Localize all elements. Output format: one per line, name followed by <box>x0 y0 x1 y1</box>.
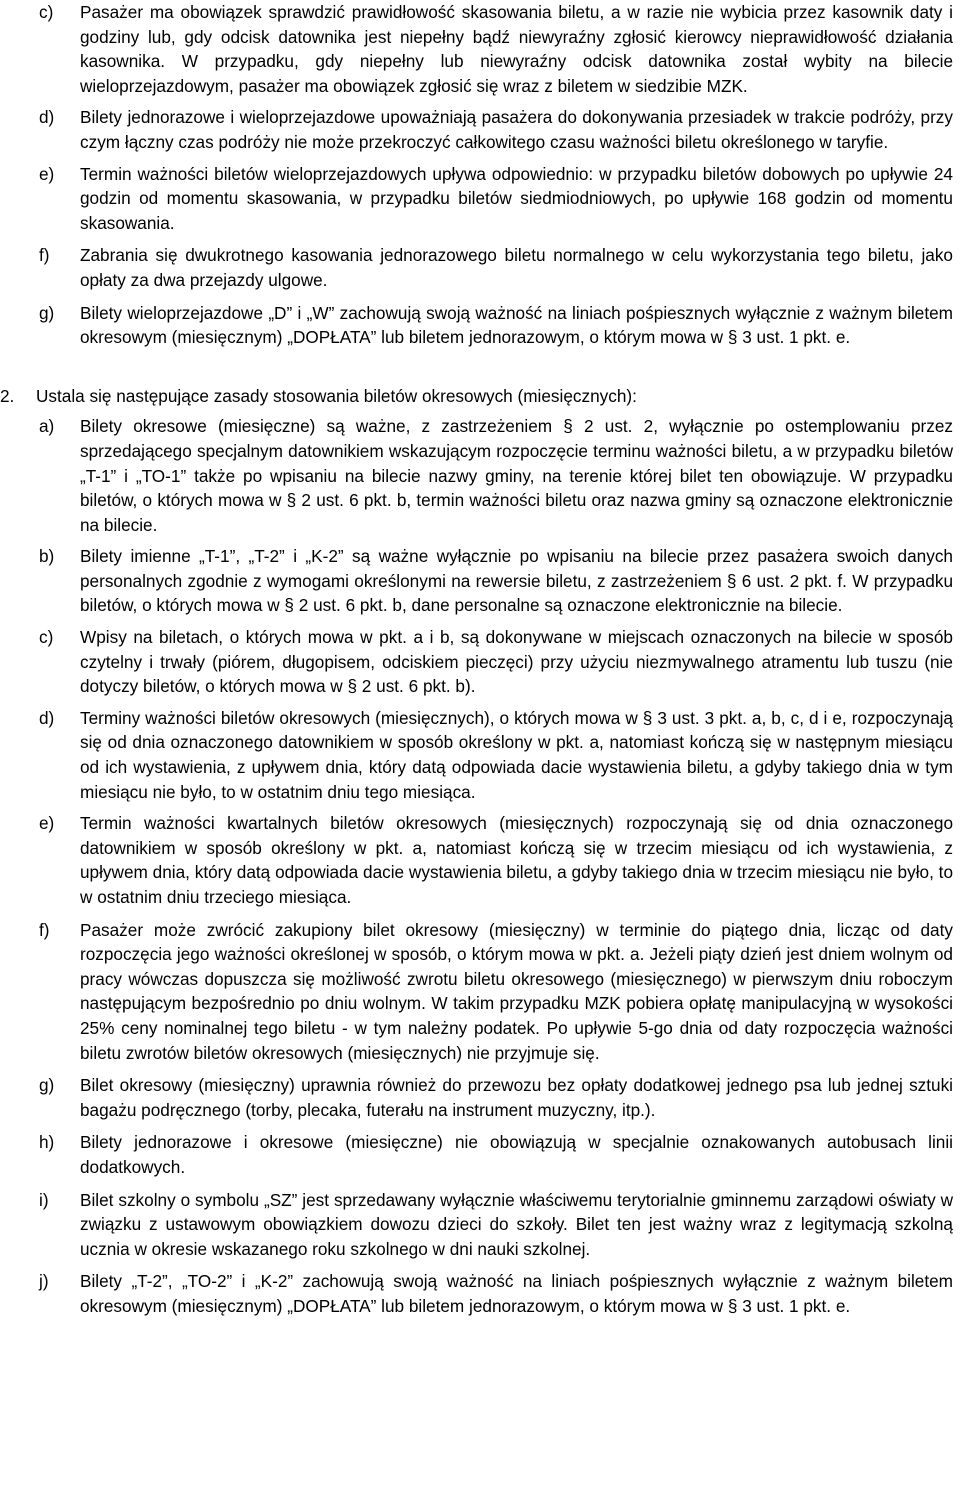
paragraph-marker: d) <box>39 107 55 128</box>
paragraph-1d <box>0 105 953 154</box>
section-2-heading <box>0 384 953 409</box>
paragraph-marker: a) <box>39 416 55 437</box>
paragraph-text: Bilety imienne „T-1”, „T-2” i „K-2” są ważne wyłącznie po wpisaniu na bilecie przez pasażera swoich danych personalnych zgodnie z wymogami określonymi na rewersie biletu, z zastrzeżeniem § 6 ust. 2 pkt. f. W przypadku biletów, o których mowa w § 2 ust. 6 pkt. b, dane personalne są oznaczone elektronicznie na bilecie. <box>80 546 953 616</box>
paragraph-2d <box>0 706 953 804</box>
paragraph-marker: e) <box>39 813 55 834</box>
paragraph-2j <box>0 1269 953 1318</box>
paragraph-2f <box>0 918 953 1066</box>
paragraph-text: Pasażer ma obowiązek sprawdzić prawidłowość skasowania biletu, a w razie nie wybicia przez kasownik daty i godziny lub, gdy odcisk datownika jest niepełny bądź niewyraźny zgłosić kierowcy nieprawidłowość działania kasownika. W przypadku, gdy niepełny lub niewyraźny odcisk datownika został wybity na bilecie wieloprzejazdowym, pasażer ma obowiązek zgłosić się wraz z biletem w siedzibie MZK. <box>80 2 953 96</box>
paragraph-marker: j) <box>39 1271 49 1292</box>
paragraph-1f <box>0 243 953 292</box>
paragraph-1e <box>0 162 953 236</box>
paragraph-1c <box>0 0 953 98</box>
paragraph-marker: f) <box>39 245 50 266</box>
paragraph-2g <box>0 1073 953 1122</box>
paragraph-marker: c) <box>39 2 54 22</box>
paragraph-marker: g) <box>39 302 55 323</box>
paragraph-marker: h) <box>39 1132 55 1153</box>
paragraph-text: Bilet szkolny o symbolu „SZ” jest sprzedawany wyłącznie właściwemu terytorialnie gminnemu zarządowi oświaty w związku z ustawowym obowiązkiem dowozu dzieci do szkoły. Bilet ten jest ważny wraz z legitymacją szkolną ucznia w okresie wskazanego roku szkolnego w dni nauki szkolnej. <box>80 1189 953 1259</box>
paragraph-marker: b) <box>39 546 55 567</box>
paragraph-marker: i) <box>39 1189 49 1210</box>
paragraph-1g <box>0 301 953 350</box>
paragraph-text: Bilety wieloprzejazdowe „D” i „W” zachowują swoją ważność na liniach pośpiesznych wyłącznie z ważnym biletem okresowym (miesięcznym) „DOPŁATA” lub biletem jednorazowym, o którym mowa w § 3 ust. 1 pkt. e. <box>80 302 953 348</box>
paragraph-text: Bilety jednorazowe i okresowe (miesięczne) nie obowiązują w specjalnie oznakowanych autobusach linii dodatkowych. <box>80 1132 953 1177</box>
paragraph-text: Bilety jednorazowe i wieloprzejazdowe upoważniają pasażera do dokonywania przesiadek w trakcie podróży, przy czym łączny czas podróży nie może przekroczyć całkowitego czasu ważności biletu określonego w taryfie. <box>80 107 953 152</box>
paragraph-marker: e) <box>39 163 55 184</box>
paragraph-text: Wpisy na biletach, o których mowa w pkt. a i b, są dokonywane w miejscach oznaczonych na bilecie w sposób czytelny i trwały (piórem, długopisem, odciskiem pieczęci) przy użyciu niezmywalnego atramentu lub tuszu (nie dotyczy biletów, o których mowa w § 2 ust. 6 pkt. b). <box>80 627 953 697</box>
paragraph-marker: d) <box>39 707 55 728</box>
paragraph-2a <box>0 414 953 537</box>
paragraph-2h <box>0 1130 953 1179</box>
paragraph-marker: g) <box>39 1075 55 1096</box>
paragraph-marker: c) <box>39 627 54 648</box>
section-intro: Ustala się następujące zasady stosowania biletów okresowych (miesięcznych): <box>36 385 637 406</box>
paragraph-text: Terminy ważności biletów okresowych (miesięcznych), o których mowa w § 3 ust. 3 pkt. a, b, c, d i e, rozpoczynają się od dnia oznaczonego datownikiem w sposób określony w pkt. a, natomiast kończą się w następnym miesiącu od ich wystawienia, z upływem dnia, który datą odpowiada dacie wystawienia biletu, a gdyby takiego dnia w tym miesiącu nie było, to w ostatnim dniu tego miesiąca. <box>80 707 953 802</box>
paragraph-text: Termin ważności biletów wieloprzejazdowych upływa odpowiednio: w przypadku biletów dobowych po upływie 24 godzin od momentu skasowania, w przypadku biletów siedmiodniowych, po upływie 168 godzin od momentu skasowania. <box>80 163 953 233</box>
paragraph-text: Zabrania się dwukrotnego kasowania jednorazowego biletu normalnego w celu wykorzystania tego biletu, jako opłaty za dwa przejazdy ulgowe. <box>80 245 953 290</box>
section-number: 2. <box>0 385 15 406</box>
paragraph-text: Bilet okresowy (miesięczny) uprawnia również do przewozu bez opłaty dodatkowej jednego psa lub jednej sztuki bagażu podręcznego (torby, plecaka, futerału na instrument muzyczny, itp.). <box>80 1075 953 1120</box>
paragraph-2c <box>0 625 953 699</box>
paragraph-2e <box>0 811 953 909</box>
paragraph-2i <box>0 1188 953 1262</box>
paragraph-text: Bilety okresowe (miesięczne) są ważne, z zastrzeżeniem § 2 ust. 2, wyłącznie po ostemplowaniu przez sprzedającego specjalnym datownikiem wskazującym rozpoczęcie terminu ważności biletu, a w przypadku biletów „T-1” i „TO-1” także po wpisaniu na bilecie nazwy gminy, na terenie której bilet ten obowiązuje. W przypadku biletów, o których mowa w § 2 ust. 6 pkt. b, termin ważności biletu oraz nazwa gminy są oznaczone elektronicznie na bilecie. <box>80 416 953 535</box>
paragraph-marker: f) <box>39 919 50 940</box>
paragraph-text: Bilety „T-2”, „TO-2” i „K-2” zachowują swoją ważność na liniach pośpiesznych wyłącznie z ważnym biletem okresowym (miesięcznym) „DOPŁATA” lub biletem jednorazowym, o którym mowa w § 3 ust. 1 pkt. e. <box>80 1271 953 1316</box>
paragraph-text: Pasażer może zwrócić zakupiony bilet okresowy (miesięczny) w terminie do piątego dnia, licząc od daty rozpoczęcia jego ważności określonej w sposób, o którym mowa w pkt. a. Jeżeli piąty dzień jest dniem wolnym od pracy wówczas dopuszcza się możliwość zwrotu biletu okresowego (miesięcznego) w pierwszym dniu roboczym następującym bezpośrednio po dniu wolnym. W takim przypadku MZK pobiera opłatę manipulacyjną w wysokości 25% ceny nominalnej tego biletu - w tym należny podatek. Po upływie 5-go dnia od daty rozpoczęcia ważności biletu zwrotów biletów okresowych (miesięcznych) nie przyjmuje się. <box>80 919 953 1063</box>
paragraph-text: Termin ważności kwartalnych biletów okresowych (miesięcznych) rozpoczynają się od dnia oznaczonego datownikiem w sposób określony w pkt. a, natomiast kończą się w trzecim miesiącu od ich wystawienia, z upływem dnia, który datą odpowiada dacie wystawienia biletu, a gdyby takiego dnia w trzecim miesiącu nie było, to w ostatnim dniu trzeciego miesiąca. <box>80 813 953 907</box>
paragraph-2b <box>0 544 953 618</box>
